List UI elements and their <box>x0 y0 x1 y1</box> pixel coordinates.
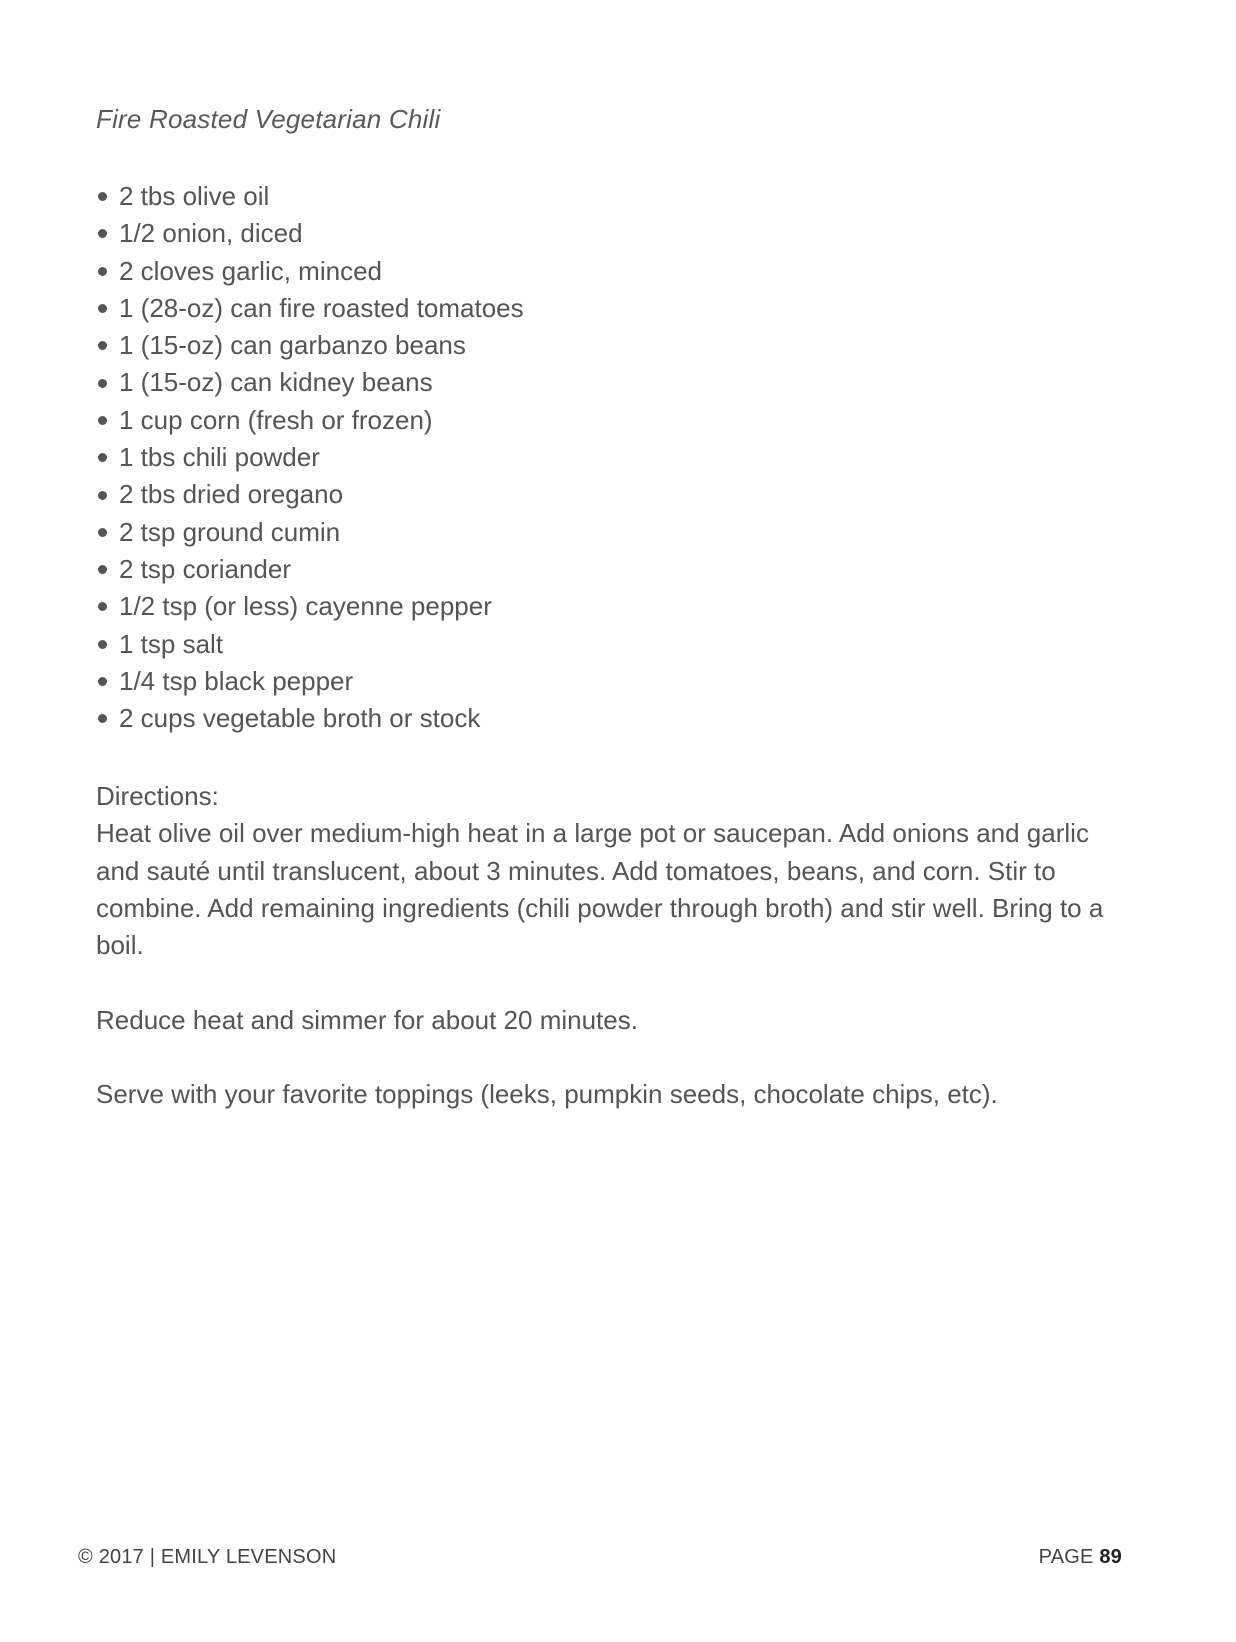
bullet-icon <box>98 602 107 611</box>
directions-section <box>96 778 1136 1114</box>
bullet-icon <box>98 267 107 276</box>
bullet-icon <box>98 677 107 686</box>
page-footer <box>78 1546 1122 1569</box>
ingredient-item <box>96 551 524 588</box>
bullet-icon <box>98 304 107 313</box>
ingredient-item <box>96 215 524 252</box>
ingredient-text: 1 (28-oz) can fire roasted tomatoes <box>119 292 524 323</box>
bullet-icon <box>98 640 107 649</box>
ingredient-text: 1/2 tsp (or less) cayenne pepper <box>119 591 492 622</box>
bullet-icon <box>98 379 107 388</box>
bullet-icon <box>98 416 107 425</box>
ingredient-list <box>96 178 524 737</box>
ingredient-text: 2 cloves garlic, minced <box>119 255 382 286</box>
ingredient-text: 1 (15-oz) can kidney beans <box>119 367 433 398</box>
page-number: 89 <box>1099 1546 1122 1568</box>
bullet-icon <box>98 565 107 574</box>
ingredient-item <box>96 253 524 290</box>
ingredient-item <box>96 402 524 439</box>
recipe-title: Fire Roasted Vegetarian Chili <box>96 104 441 134</box>
ingredient-text: 2 tbs dried oregano <box>119 479 344 510</box>
ingredient-item <box>96 626 524 663</box>
bullet-icon <box>98 341 107 350</box>
bullet-icon <box>98 453 107 462</box>
ingredient-text: 2 cups vegetable broth or stock <box>119 703 481 734</box>
ingredient-item <box>96 290 524 327</box>
directions-step: Serve with your favorite toppings (leeks, pumpkin seeds, chocolate chips, etc). <box>96 1079 998 1110</box>
ingredient-item <box>96 439 524 476</box>
ingredient-item <box>96 327 524 364</box>
ingredient-text: 2 tsp coriander <box>119 553 291 584</box>
ingredient-item <box>96 700 524 737</box>
bullet-icon <box>98 714 107 723</box>
bullet-icon <box>98 192 107 201</box>
ingredient-text: 1 (15-oz) can garbanzo beans <box>119 330 466 361</box>
bullet-icon <box>98 229 107 238</box>
page-indicator <box>1039 1546 1122 1569</box>
directions-step: Reduce heat and simmer for about 20 minutes. <box>96 1004 638 1035</box>
ingredient-item <box>96 476 524 513</box>
bullet-icon <box>98 528 107 537</box>
ingredient-item <box>96 663 524 700</box>
ingredient-item <box>96 514 524 551</box>
directions-heading: Directions: <box>96 781 219 811</box>
ingredient-item <box>96 588 524 625</box>
ingredient-item <box>96 364 524 401</box>
ingredient-text: 1 cup corn (fresh or frozen) <box>119 404 433 435</box>
ingredient-text: 1/4 tsp black pepper <box>119 665 354 696</box>
ingredient-text: 1 tbs chili powder <box>119 442 320 473</box>
ingredient-text: 1 tsp salt <box>119 628 224 659</box>
ingredient-text: 2 tsp ground cumin <box>119 516 341 547</box>
copyright-text: © 2017 | EMILY LEVENSON <box>78 1546 337 1568</box>
ingredient-item <box>96 178 524 215</box>
page-label: PAGE <box>1038 1546 1094 1568</box>
directions-step: Heat olive oil over medium-high heat in a large pot or saucepan. Add onions and garlic and sauté until translucent, about 3 minutes. Add tomatoes, beans, and corn. Stir to combine. Add remaining ingredients (chili powder through broth) and stir well. Bring to a boil. <box>96 818 1104 961</box>
ingredient-text: 2 tbs olive oil <box>119 181 270 211</box>
ingredient-text: 1/2 onion, diced <box>119 218 303 249</box>
bullet-icon <box>98 491 107 500</box>
